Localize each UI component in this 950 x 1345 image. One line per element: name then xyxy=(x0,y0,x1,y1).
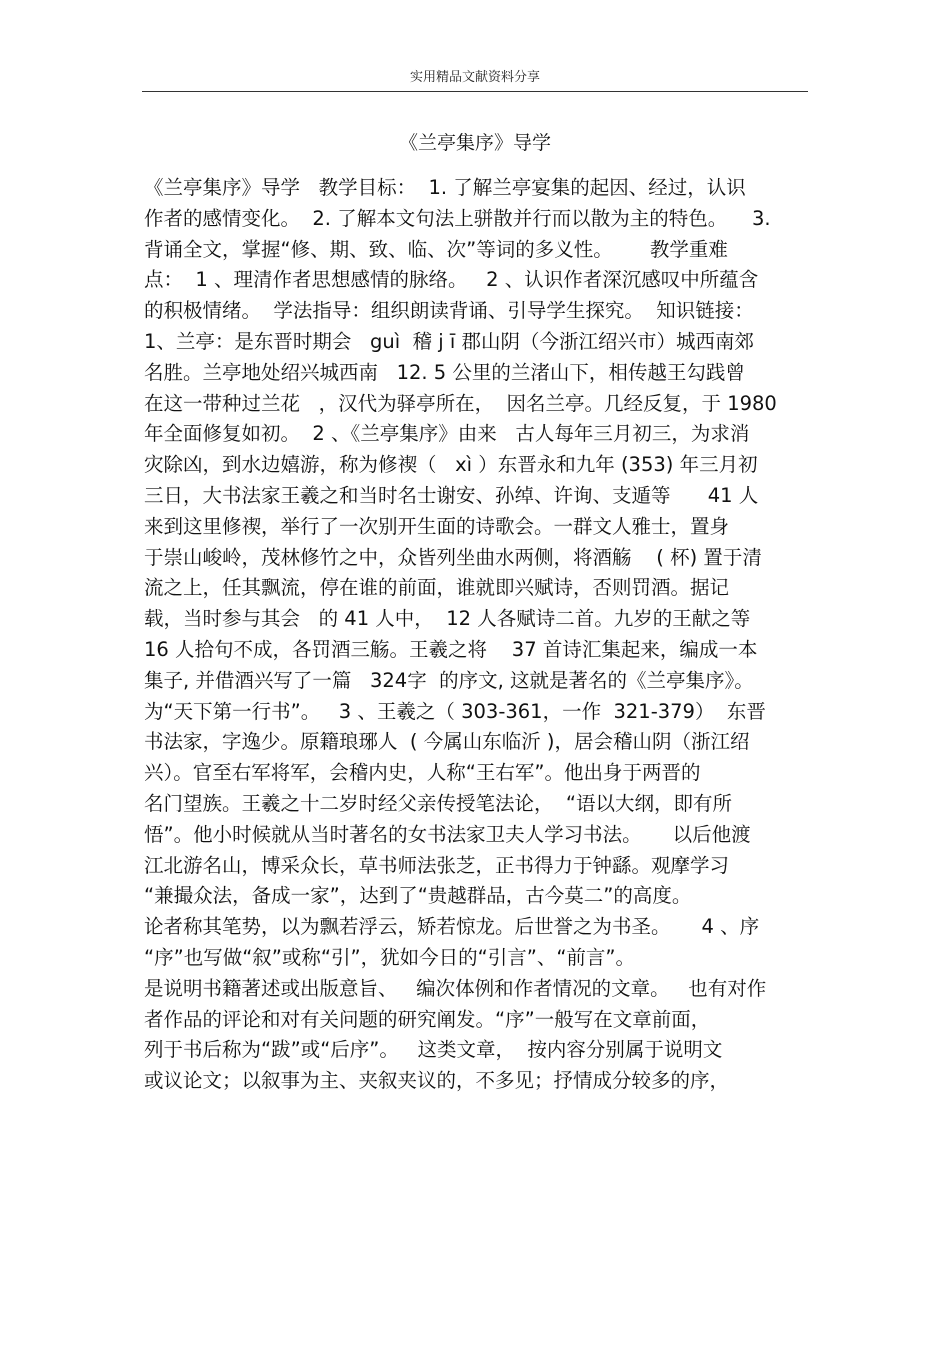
text-line: 兴）。官至右军将军，会稽内史，人称“王右军”。他出身于两晋的 xyxy=(144,761,701,785)
text-line: 流之上，任其飘流，停在谁的前面，谁就即兴赋诗，否则罚酒。据记 xyxy=(144,576,730,600)
document-body xyxy=(144,173,814,1097)
text-line: 年全面修复如初。 2 、《兰亭集序》由来 古人每年三月初三，为求消 xyxy=(144,422,750,446)
text-line: 论者称其笔势，以为飘若浮云，矫若惊龙。后世誉之为书圣。 4 、序 xyxy=(144,915,760,939)
text-line: 16 人拾句不成，各罚酒三觞。王羲之将 37 首诗汇集起来，编成一本 xyxy=(144,637,758,661)
text-line: 书法家，字逸少。原籍琅琊人 ( 今属山东临沂 )，居会稽山阴（浙江绍 xyxy=(144,730,750,754)
text-line: 者作品的评论和对有关问题的研究阐发。“序”一般写在文章前面， xyxy=(144,1007,711,1031)
text-line: 江北游名山，博采众长，草书师法张芝，正书得力于钟繇。观摩学习 xyxy=(144,853,730,877)
page-header: 实用精品文献资料分享 xyxy=(409,70,540,85)
header-divider xyxy=(142,91,808,92)
text-line: 三日，大书法家王羲之和当时名士谢安、孙绰、许询、支遁等 41 人 xyxy=(144,483,759,507)
text-line: 集子, 并借酒兴写了一篇 324字 的序文, 这就是著名的《兰亭集序》。 xyxy=(144,668,754,692)
text-line: 载，当时参与其会 的 41 人中， 12 人各赋诗二首。九岁的王献之等 xyxy=(144,607,751,631)
text-line: 悟”。他小时候就从当时著名的女书法家卫夫人学习书法。 以后他渡 xyxy=(144,822,751,846)
text-line: “兼撮众法，备成一家”，达到了“贵越群品，古今莫二”的高度。 xyxy=(144,884,692,908)
text-line: 背诵全文，掌握“修、期、致、临、次”等词的多义性。 教学重难 xyxy=(144,237,728,261)
text-line: “序”也写做“叙”或称“引”，犹如今日的“引言”、“前言”。 xyxy=(144,945,636,969)
text-line: 于崇山峻岭，茂林修竹之中，众皆列坐曲水两侧，将酒觞 ( 杯) 置于清 xyxy=(144,545,762,569)
text-line: 或议论文；以叙事为主、夹叙夹议的，不多见；抒情成分较多的序， xyxy=(144,1069,730,1093)
text-line: 名胜。兰亭地处绍兴城西南 12. 5 公里的兰渚山下，相传越王勾践曾 xyxy=(144,360,745,384)
text-line: 名门望族。王羲之十二岁时经父亲传授笔法论， “语以大纲，即有所 xyxy=(144,791,732,815)
text-line: 列于书后称为“跋”或“后序”。 这类文章， 按内容分别属于说明文 xyxy=(144,1038,723,1062)
document-title: 《兰亭集序》导学 xyxy=(398,132,551,154)
text-line: 《兰亭集序》导学 教学目标： 1. 了解兰亭宴集的起因、经过，认识 xyxy=(144,176,746,199)
text-line: 作者的感情变化。 2. 了解本文句法上骈散并行而以散为主的特色。 3. xyxy=(144,206,771,230)
text-line: 在这一带种过兰花 ，汉代为驿亭所在， 因名兰亭。几经反复，于 1980 xyxy=(144,391,777,415)
text-line: 1、兰亭：是东晋时期会 guì 稽 j ī 郡山阴（今浙江绍兴市）城西南郊 xyxy=(144,329,754,353)
text-line: 点： 1 、理清作者思想感情的脉络。 2 、认识作者深沉感叹中所蕴含 xyxy=(144,268,759,292)
text-line: 为“天下第一行书”。 3 、王羲之（ 303-361，一作 321-379） 东晋 xyxy=(144,699,766,723)
text-line: 来到这里修禊，举行了一次别开生面的诗歌会。一群文人雅士，置身 xyxy=(144,514,730,538)
text-line: 灾除凶，到水边嬉游，称为修禊（ xì ）东晋永和九年 (353) 年三月初 xyxy=(144,453,758,477)
text-line: 是说明书籍著述或出版意旨、 编次体例和作者情况的文章。 也有对作 xyxy=(144,976,767,1000)
text-line: 的积极情绪。 学法指导：组织朗读背诵、引导学生探究。 知识链接： xyxy=(144,299,754,323)
